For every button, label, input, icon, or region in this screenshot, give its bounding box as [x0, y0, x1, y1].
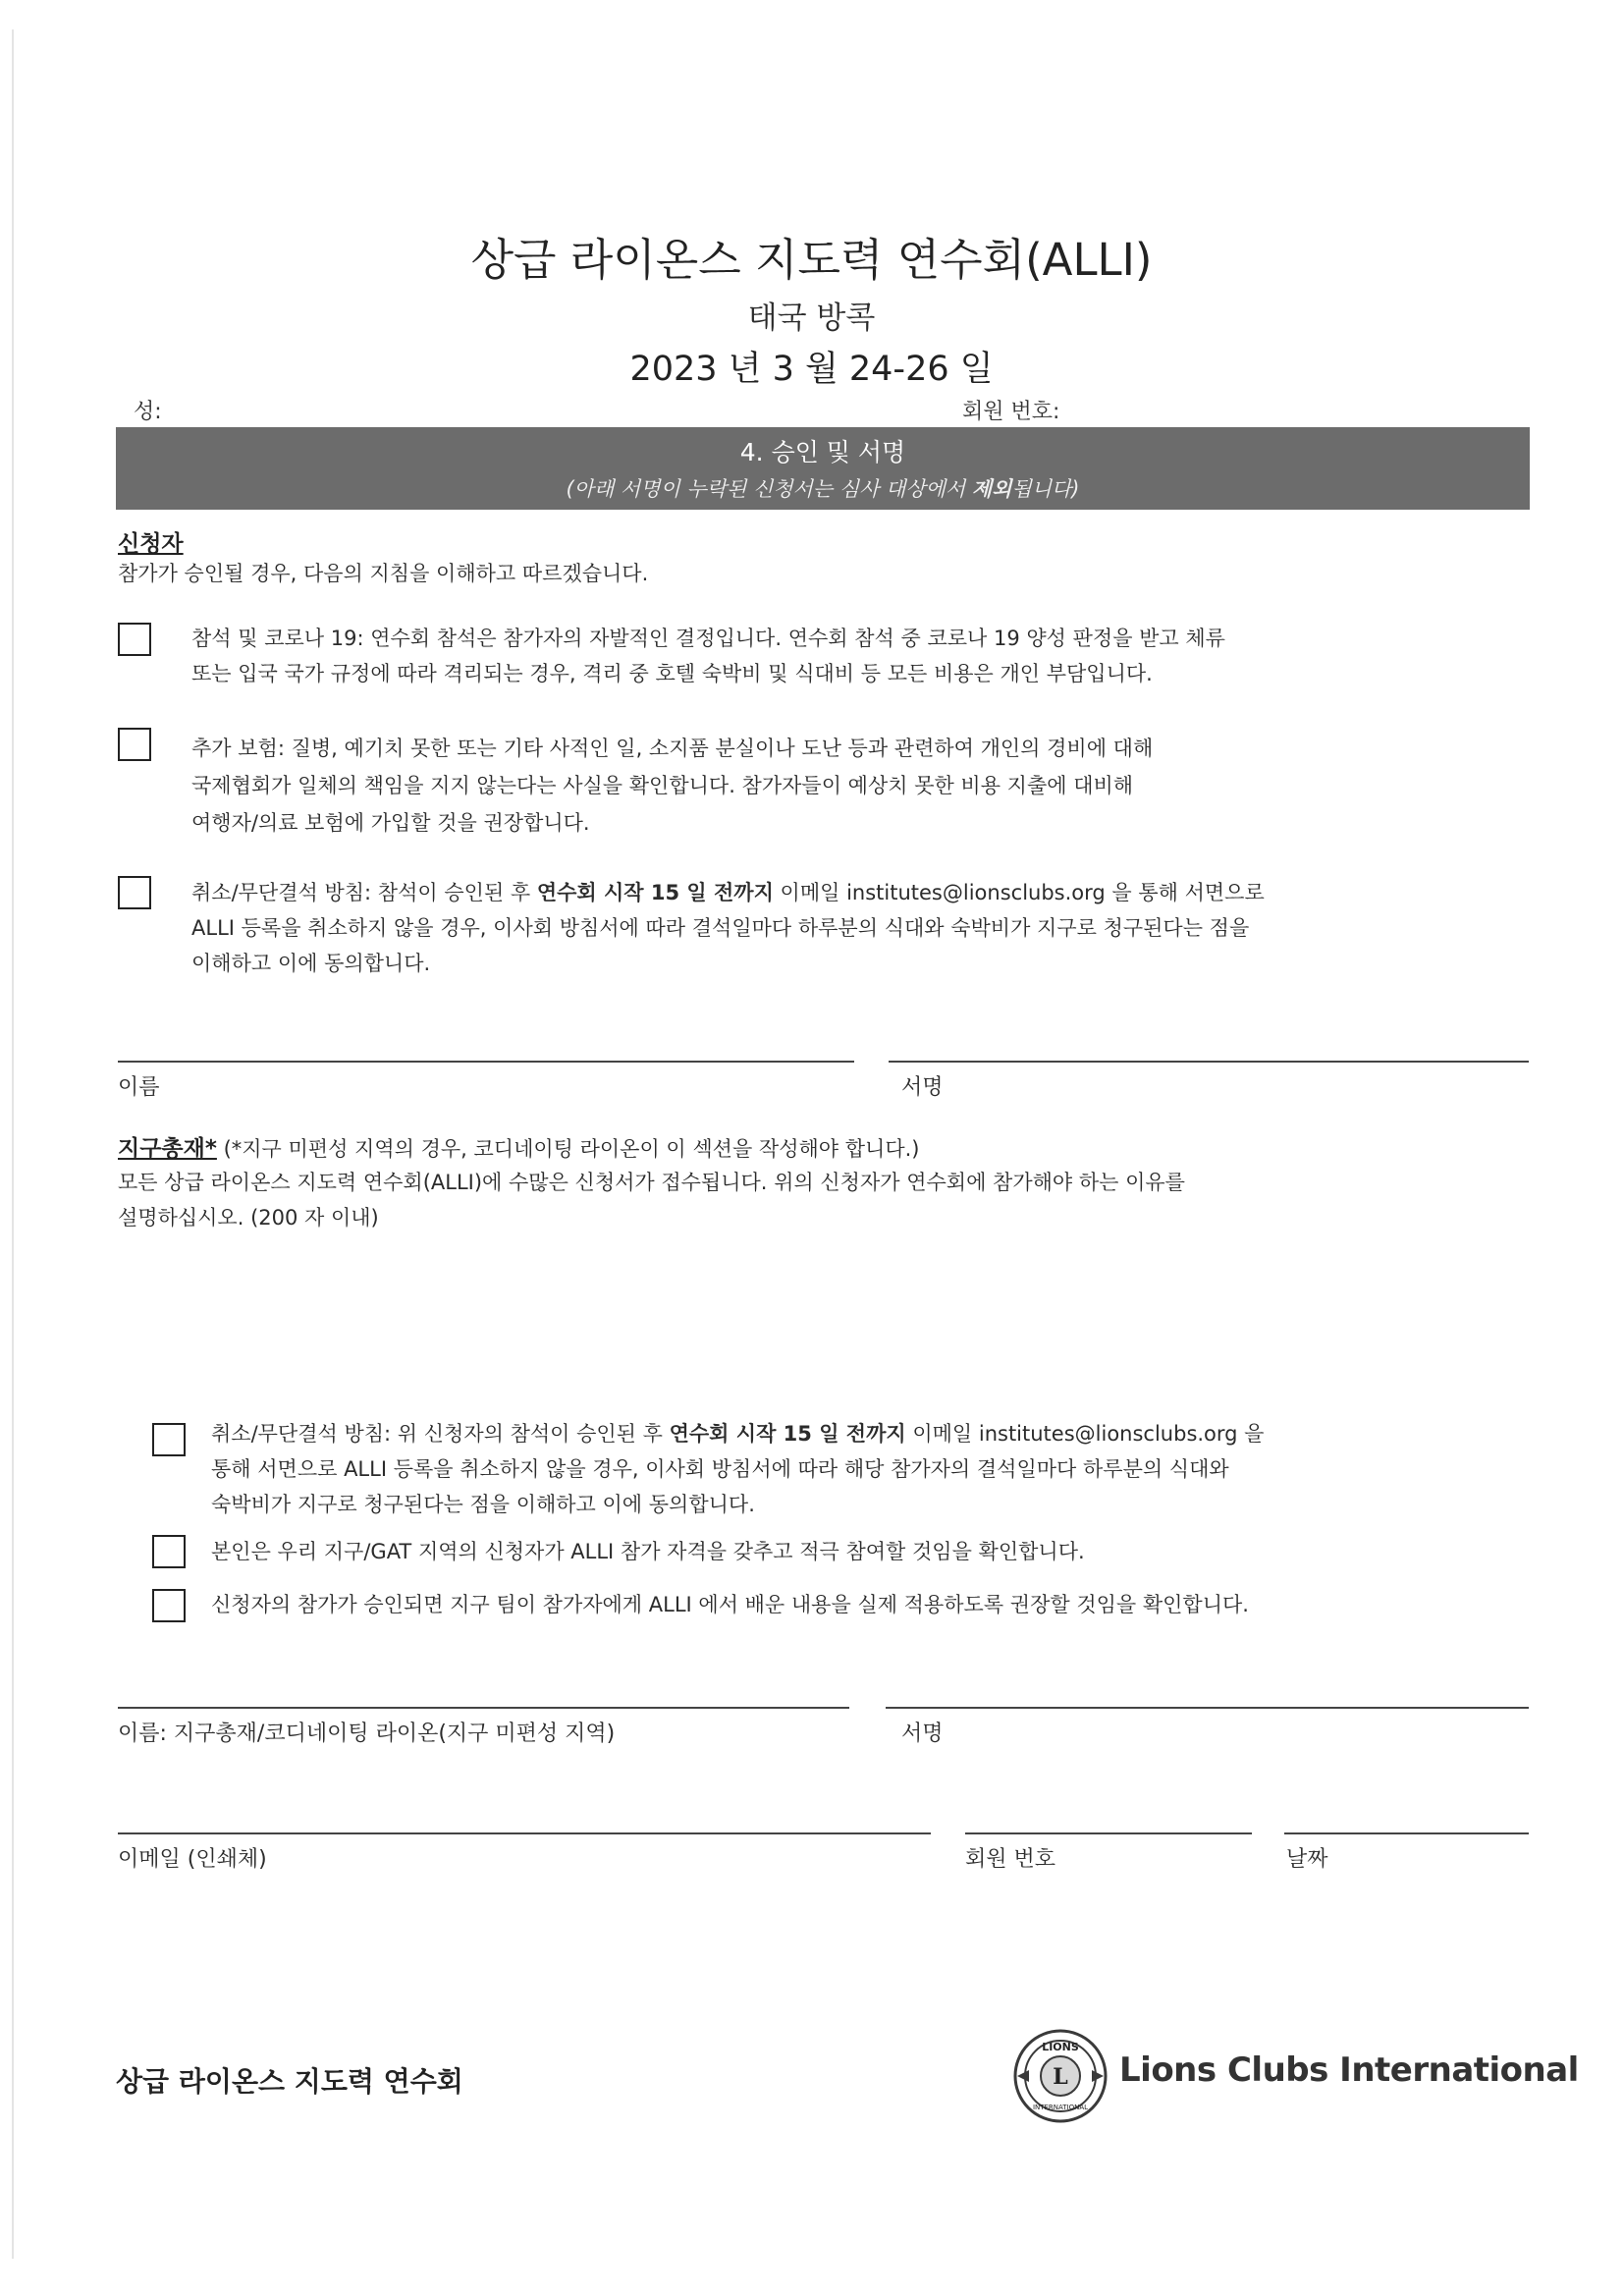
email-label: 이메일 (인쇄체) — [118, 1847, 267, 1872]
governor-prompt — [118, 1165, 1185, 1235]
text-line — [211, 1416, 1264, 1451]
text-line: 국제협회가 일체의 책임을 지지 않는다는 사실을 확인합니다. 참가자들이 예상치 못한 비용 지출에 대비해 — [191, 774, 1134, 797]
section-banner — [116, 427, 1530, 510]
lions-clubs-logo-text: Lions Clubs International — [1119, 2050, 1579, 2090]
text-line: ALLI 등록을 취소하지 않을 경우, 이사회 방침서에 따라 결석일마다 하루분의 식대와 숙박비가 지구로 청구된다는 점을 — [191, 916, 1250, 940]
banner-note-part: 됩니다) — [1011, 477, 1080, 501]
text-line: 숙박비가 지구로 청구된다는 점을 이해하고 이에 동의합니다. — [211, 1493, 755, 1516]
text-part: 취소/무단결석 방침: 위 신청자의 참석이 승인된 후 — [211, 1422, 670, 1446]
governor-heading-row — [118, 1131, 919, 1167]
eligibility-text: 본인은 우리 지구/GAT 지역의 신청자가 ALLI 참가 자격을 갖추고 적극 참여할 것임을 확인합니다. — [211, 1540, 1085, 1563]
eligibility-checkbox[interactable] — [152, 1535, 186, 1568]
covid-text — [191, 621, 1225, 691]
governor-member-number-label: 회원 번호 — [965, 1847, 1056, 1872]
lions-emblem-icon — [1011, 2027, 1109, 2125]
text-line: 모든 상급 라이온스 지도력 연수회(ALLI)에 수많은 신청서가 접수됩니다. 위의 신청자가 연수회에 참가해야 하는 이유를 — [118, 1171, 1185, 1194]
lions-emblem-graphic — [1011, 2027, 1109, 2125]
governor-heading-note: (*지구 미편성 지역의 경우, 코디네이팅 라이온이 이 섹션을 작성해야 합니다.) — [216, 1137, 920, 1161]
text-part: 이메일 institutes@lionsclubs.org 을 통해 서면으로 — [773, 881, 1265, 904]
text-line: 통해 서면으로 ALLI 등록을 취소하지 않을 경우, 이사회 방침서에 따라 해당 참가자의 결석일마다 하루분의 식대와 — [211, 1457, 1229, 1481]
footer-institute-name: 상급 라이온스 지도력 연수회 — [116, 2065, 463, 2098]
date-label: 날짜 — [1286, 1847, 1328, 1872]
text-line: 또는 입국 국가 규정에 따라 격리되는 경우, 격리 중 호텔 숙박비 및 식대비 등 모든 비용은 개인 부담입니다. — [191, 662, 1153, 685]
governor-member-number-line[interactable] — [965, 1832, 1252, 1834]
surname-label: 성: — [134, 400, 162, 424]
event-date: 2023 년 3 월 24-26 일 — [629, 350, 994, 389]
banner-note — [116, 473, 1530, 503]
application-checkbox[interactable] — [152, 1589, 186, 1622]
cancellation-checkbox[interactable] — [118, 876, 151, 909]
governor-heading: 지구총재* — [118, 1136, 217, 1162]
text-part: 취소/무단결석 방침: 참석이 승인된 후 — [191, 881, 537, 904]
governor-name-label: 이름: 지구총재/코디네이팅 라이온(지구 미편성 지역) — [118, 1722, 616, 1746]
governor-signature-line[interactable] — [886, 1707, 1529, 1709]
insurance-text — [191, 730, 1153, 842]
document-title: 상급 라이온스 지도력 연수회(ALLI) — [470, 234, 1153, 286]
text-line — [191, 875, 1265, 910]
emblem-center-letter: L — [1053, 2064, 1068, 2090]
applicant-heading: 신청자 — [118, 531, 184, 557]
insurance-checkbox[interactable] — [118, 728, 151, 761]
emblem-bottom-text: INTERNATIONAL — [1032, 2104, 1089, 2111]
text-line: 참석 및 코로나 19: 연수회 참석은 참가자의 자발적인 결정입니다. 연수회 참석 중 코로나 19 양성 판정을 받고 체류 — [191, 627, 1225, 650]
governor-cancellation-checkbox[interactable] — [152, 1423, 186, 1456]
applicant-intro: 참가가 승인될 경우, 다음의 지침을 이해하고 따르겠습니다. — [118, 562, 649, 585]
banner-title: 4. 승인 및 서명 — [739, 438, 906, 466]
emblem-top-text: LIONS — [1042, 2041, 1079, 2053]
text-line: 이해하고 이에 동의합니다. — [191, 952, 431, 975]
text-line: 설명하십시오. (200 자 이내) — [118, 1206, 379, 1230]
member-number-label: 회원 번호: — [962, 400, 1060, 424]
event-location: 태국 방콕 — [747, 301, 876, 336]
deadline-emphasis: 연수회 시작 15 일 전까지 — [669, 1422, 906, 1446]
governor-cancellation-text — [211, 1416, 1264, 1522]
applicant-name-label: 이름 — [118, 1075, 160, 1100]
applicant-name-line[interactable] — [118, 1061, 854, 1063]
deadline-emphasis: 연수회 시작 15 일 전까지 — [536, 881, 774, 904]
email-line[interactable] — [118, 1832, 931, 1834]
application-text: 신청자의 참가가 승인되면 지구 팀이 참가자에게 ALLI 에서 배운 내용을 실제 적용하도록 권장할 것임을 확인합니다. — [211, 1593, 1249, 1616]
banner-note-part: (아래 서명이 누락된 신청서는 심사 대상에서 — [566, 477, 972, 501]
governor-name-line[interactable] — [118, 1707, 849, 1709]
text-line: 추가 보험: 질병, 예기치 못한 또는 기타 사적인 일, 소지품 분실이나 도난 등과 관련하여 개인의 경비에 대해 — [191, 737, 1154, 760]
applicant-signature-label: 서명 — [901, 1075, 944, 1100]
date-line[interactable] — [1284, 1832, 1529, 1834]
applicant-signature-line[interactable] — [889, 1061, 1529, 1063]
cancellation-text — [191, 875, 1265, 981]
governor-signature-label: 서명 — [901, 1722, 944, 1746]
text-part: 이메일 institutes@lionsclubs.org 을 — [905, 1422, 1265, 1446]
banner-note-emphasis: 제외 — [971, 477, 1012, 501]
covid-checkbox[interactable] — [118, 623, 151, 656]
text-line: 여행자/의료 보험에 가입할 것을 권장합니다. — [191, 811, 590, 835]
